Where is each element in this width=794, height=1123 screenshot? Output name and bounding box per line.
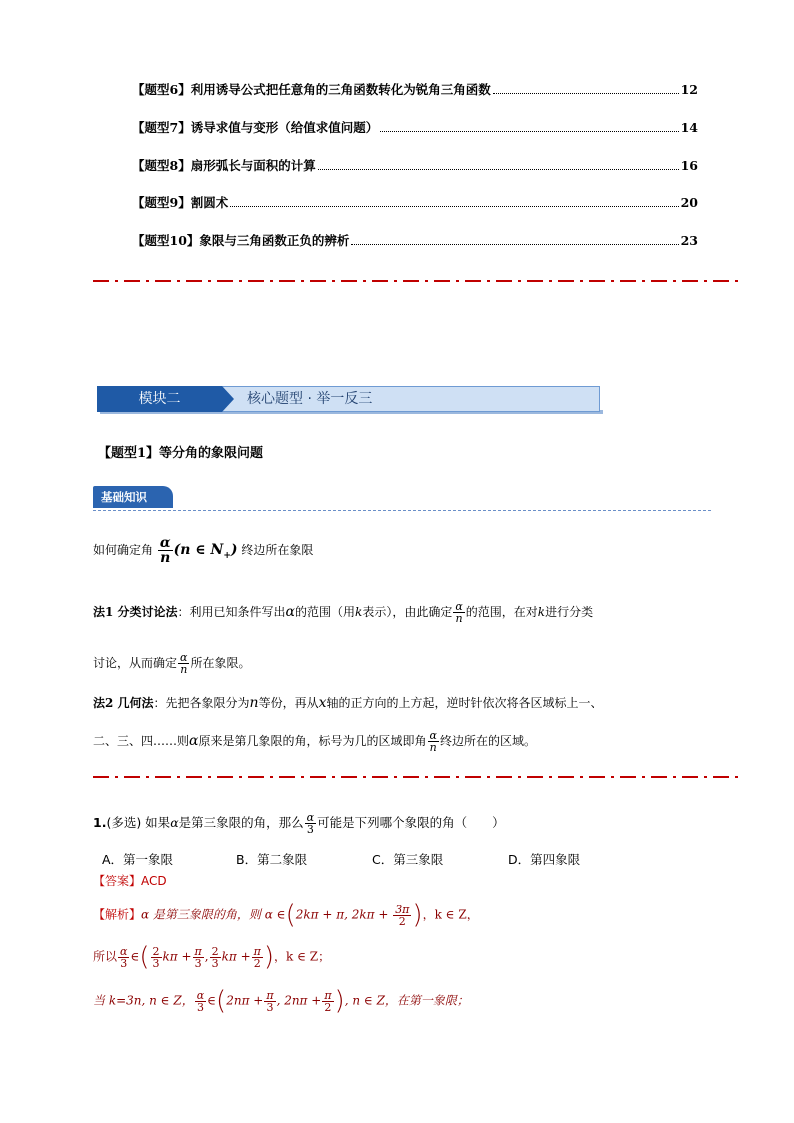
method2-line1: [93, 694, 603, 711]
analysis-text: , n ∈ Z，在第一象限；: [344, 993, 469, 1008]
method1-text: 表示），由此确定: [362, 605, 453, 619]
intro-line: [93, 536, 313, 565]
toc-entry-page: 12: [680, 82, 698, 97]
module-title: 核心题型 · 举一反三: [222, 386, 600, 412]
analysis-text: ，k ∈ Z，: [422, 907, 479, 922]
question-text: 可能是下列哪个象限的角（ ）: [317, 815, 505, 830]
alpha-symbol: α: [285, 604, 296, 620]
fraction-alpha-over-n: [158, 536, 173, 565]
method2-text: 二、三、四……则: [93, 734, 190, 748]
fraction-alpha-over-3: $\frac{\alpha}{3}$: [306, 811, 315, 836]
analysis-text: ∈: [207, 993, 217, 1008]
section-title: 【题型1】等分角的象限问题: [98, 446, 264, 461]
toc-entry-page: 23: [680, 233, 698, 248]
analysis-text: 2kπ + π, 2kπ +: [295, 907, 393, 922]
fraction-pi-over-3: $\frac{\pi}{3}$: [266, 988, 274, 1014]
analysis-text: 所以: [93, 949, 118, 964]
paren-open: (: [139, 942, 150, 972]
k-symbol: k: [537, 605, 546, 619]
method2-line2: [93, 730, 536, 753]
toc-entry-page: 14: [680, 120, 698, 135]
method1-text: 的范围（用: [295, 605, 356, 619]
analysis-text: ∈: [130, 949, 140, 964]
toc-leader: [493, 93, 679, 94]
k-symbol: k: [355, 605, 363, 619]
question-text: (多选) 如果: [106, 815, 171, 830]
method2-text: 终边所在的区域。: [439, 734, 536, 748]
fraction-alpha-over-3: $\frac{\alpha}{3}$: [196, 988, 205, 1014]
module-header: [97, 386, 600, 412]
method2-text: 原来是第几象限的角，标号为几的区域即角: [198, 734, 427, 748]
fraction-pi-over-2: $\frac{\pi}{2}$: [253, 944, 261, 970]
alpha-symbol: α: [170, 815, 179, 830]
fraction-pi-over-2: $\frac{\pi}{2}$: [324, 988, 332, 1014]
x-symbol: x: [318, 695, 327, 711]
paren-close: ): [263, 942, 275, 972]
numerator: α: [159, 535, 171, 551]
toc-entry-page: 20: [680, 195, 698, 210]
paren-open: (: [285, 900, 296, 930]
method1-label: 法1 分类讨论法: [93, 605, 178, 619]
section-divider: [93, 775, 739, 779]
method1-text: 的范围，在对: [465, 605, 538, 619]
toc-entry-page: 16: [680, 158, 698, 173]
intro-prefix: 如何确定角: [93, 543, 154, 557]
fraction-alpha-over-n: $\frac{\alpha}{n}$: [455, 600, 463, 625]
module-arrow: [222, 386, 234, 412]
toc-entry-label: 【题型9】割圆术: [132, 195, 229, 210]
fraction-alpha-over-3: $\frac{\alpha}{3}$: [120, 944, 128, 970]
option-a[interactable]: A．第一象限: [102, 852, 174, 867]
fraction-2-over-3: $\frac{2}{3}$: [211, 944, 219, 970]
toc-entry[interactable]: [132, 231, 698, 249]
badge-underline: [93, 510, 711, 511]
analysis-text: kπ +: [162, 949, 192, 964]
answer-value: ACD: [141, 874, 167, 888]
toc-entry[interactable]: [132, 118, 698, 136]
analysis-text: ，k ∈ Z；: [274, 949, 331, 964]
toc-leader: [380, 131, 678, 132]
toc-entry[interactable]: [132, 80, 698, 98]
option-d[interactable]: D．第四象限: [508, 852, 581, 867]
analysis-text: kπ +: [221, 949, 251, 964]
fraction-pi-over-3: $\frac{\pi}{3}$: [194, 944, 202, 970]
denominator: n: [160, 550, 171, 566]
toc-entry[interactable]: [132, 156, 698, 174]
question-text: 是第三象限的角，那么: [178, 815, 304, 830]
toc-entry[interactable]: [132, 193, 698, 211]
toc-leader: [230, 206, 678, 207]
paren-close: ): [412, 900, 423, 930]
analysis-line2: [93, 942, 330, 972]
toc-leader: [351, 244, 678, 245]
paren-close: ): [334, 986, 345, 1016]
method1-text: 进行分类: [545, 605, 594, 619]
method2-text: 轴的正方向的上方起，逆时针依次将各区域标上一、: [326, 696, 603, 710]
method1-line2: [93, 652, 250, 675]
method2-text: 等份，再从: [258, 696, 319, 710]
fraction-alpha-over-n: $\frac{\alpha}{n}$: [180, 651, 188, 676]
fraction-3pi-over-2: $\frac{3\pi}{2}$: [395, 902, 410, 928]
alpha-symbol: α: [189, 733, 199, 749]
toc-entry-label: 【题型8】扇形弧长与面积的计算: [132, 158, 316, 173]
intro-condition: (n ∈ $N_+$): [173, 542, 238, 561]
analysis-text: 当 k=3n, n ∈ Z，: [93, 993, 194, 1008]
toc-entry-label: 【题型10】象限与三角函数正负的辨析: [132, 233, 350, 248]
toc-entry-label: 【题型6】利用诱导公式把任意角的三角函数转化为锐角三角函数: [132, 82, 491, 97]
answer-line: [93, 872, 167, 889]
option-b[interactable]: B．第二象限: [236, 852, 308, 867]
method1-text: ：利用已知条件写出: [177, 605, 286, 619]
method2-label: 法2 几何法: [93, 696, 154, 710]
module-number: 模块二: [97, 386, 222, 412]
analysis-text: α 是第三象限的角，则 α ∈: [141, 907, 286, 922]
analysis-text: ,: [204, 949, 209, 964]
fraction-alpha-over-n: $\frac{\alpha}{n}$: [429, 729, 437, 754]
section-divider: [93, 279, 739, 283]
method1-text: 讨论，从而确定: [93, 656, 178, 670]
answer-label: 【答案】: [93, 874, 142, 888]
method2-text: ：先把各象限分为: [153, 696, 250, 710]
option-c[interactable]: C．第三象限: [372, 852, 444, 867]
knowledge-badge: 基础知识: [93, 486, 173, 508]
method1-line1: [93, 601, 593, 624]
analysis-text: 2nπ +: [226, 993, 264, 1008]
analysis-line1: [93, 900, 479, 930]
analysis-text: , 2nπ +: [276, 993, 322, 1008]
fraction-2-over-3: $\frac{2}{3}$: [152, 944, 160, 970]
n-symbol: n: [249, 695, 259, 711]
analysis-label: 【解析】: [93, 907, 142, 922]
paren-open: (: [216, 986, 227, 1016]
toc-entry-label: 【题型7】诱导求值与变形（给值求值问题）: [132, 120, 379, 135]
analysis-line3: [93, 986, 469, 1016]
toc-leader: [318, 169, 679, 170]
intro-suffix: 终边所在象限: [241, 543, 314, 557]
question-1: [93, 812, 505, 835]
question-number: 1.: [93, 815, 107, 830]
method1-text: 所在象限。: [190, 656, 251, 670]
